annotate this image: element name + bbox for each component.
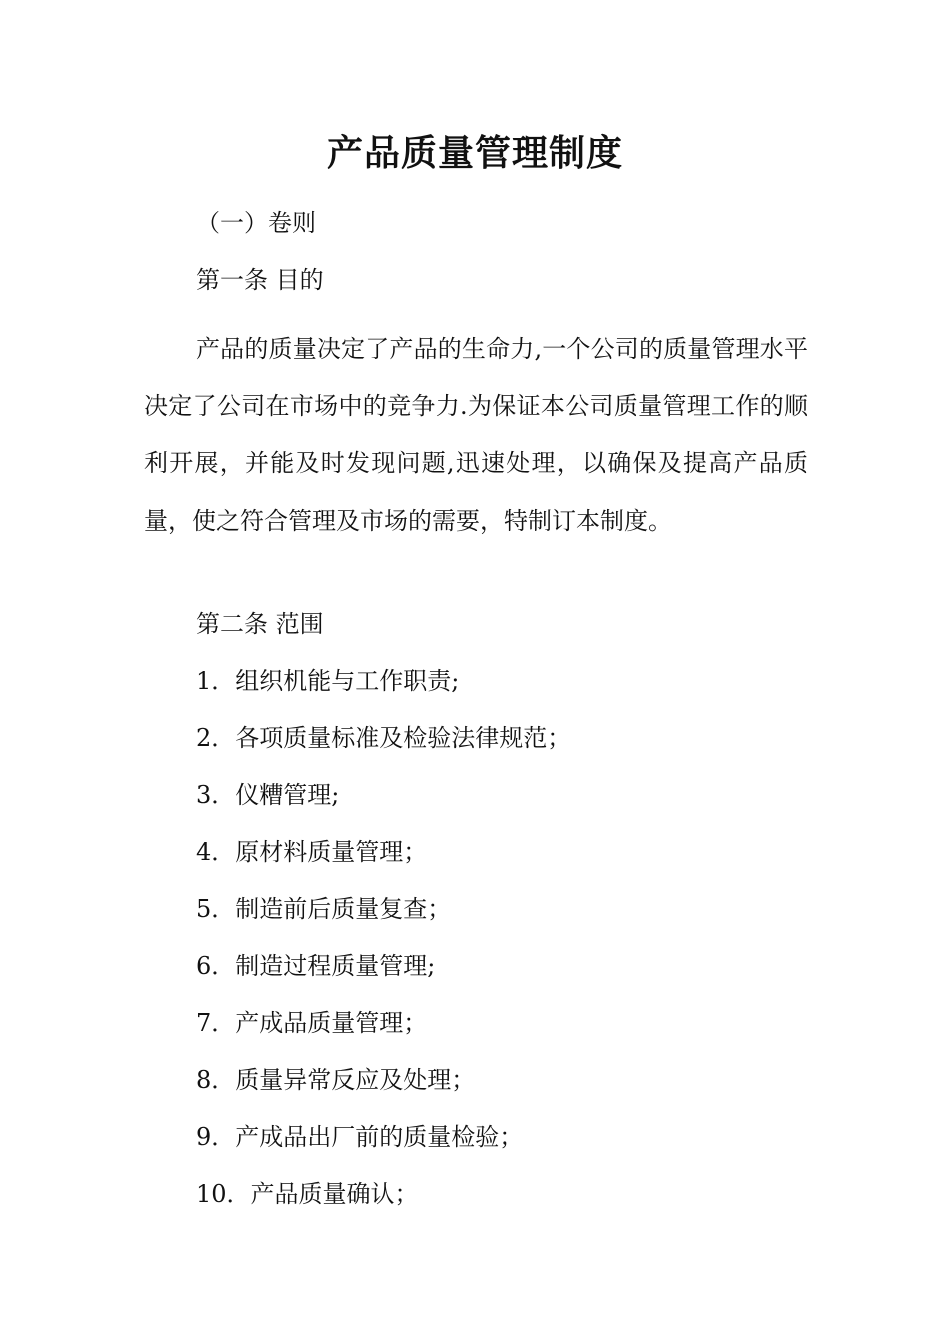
article-1-body: 产品的质量决定了产品的生命力,一个公司的质量管理水平决定了公司在市场中的竞争力.为保证本公司质量管理工作的顺利开展，并能及时发现问题,迅速处理，以确保及提高产品质量，使之符合管理及市场的需要，特制订本制度。	[144, 335, 808, 535]
chapter-heading: （一）卷则	[196, 209, 316, 237]
list-item: 3．仪糟管理;	[196, 781, 340, 809]
document-title: 产品质量管理制度	[326, 132, 623, 174]
article-2-heading: 第二条 范围	[196, 610, 324, 638]
list-item: 7．产成品质量管理；	[196, 1009, 428, 1037]
article-1-heading: 第一条 目的	[196, 266, 324, 294]
list-item: 1．组织机能与工作职责;	[196, 667, 460, 695]
list-item: 8．质量异常反应及处理；	[196, 1066, 476, 1094]
list-item: 4．原材料质量管理；	[196, 838, 428, 866]
list-item: 6．制造过程质量管理;	[196, 952, 436, 980]
list-item: 9．产成品出厂前的质量检验；	[196, 1123, 524, 1151]
list-item: 5．制造前后质量复查；	[196, 895, 452, 923]
list-item: 2．各项质量标准及检验法律规范；	[196, 724, 572, 752]
list-item: 10．产品质量确认；	[196, 1180, 419, 1208]
